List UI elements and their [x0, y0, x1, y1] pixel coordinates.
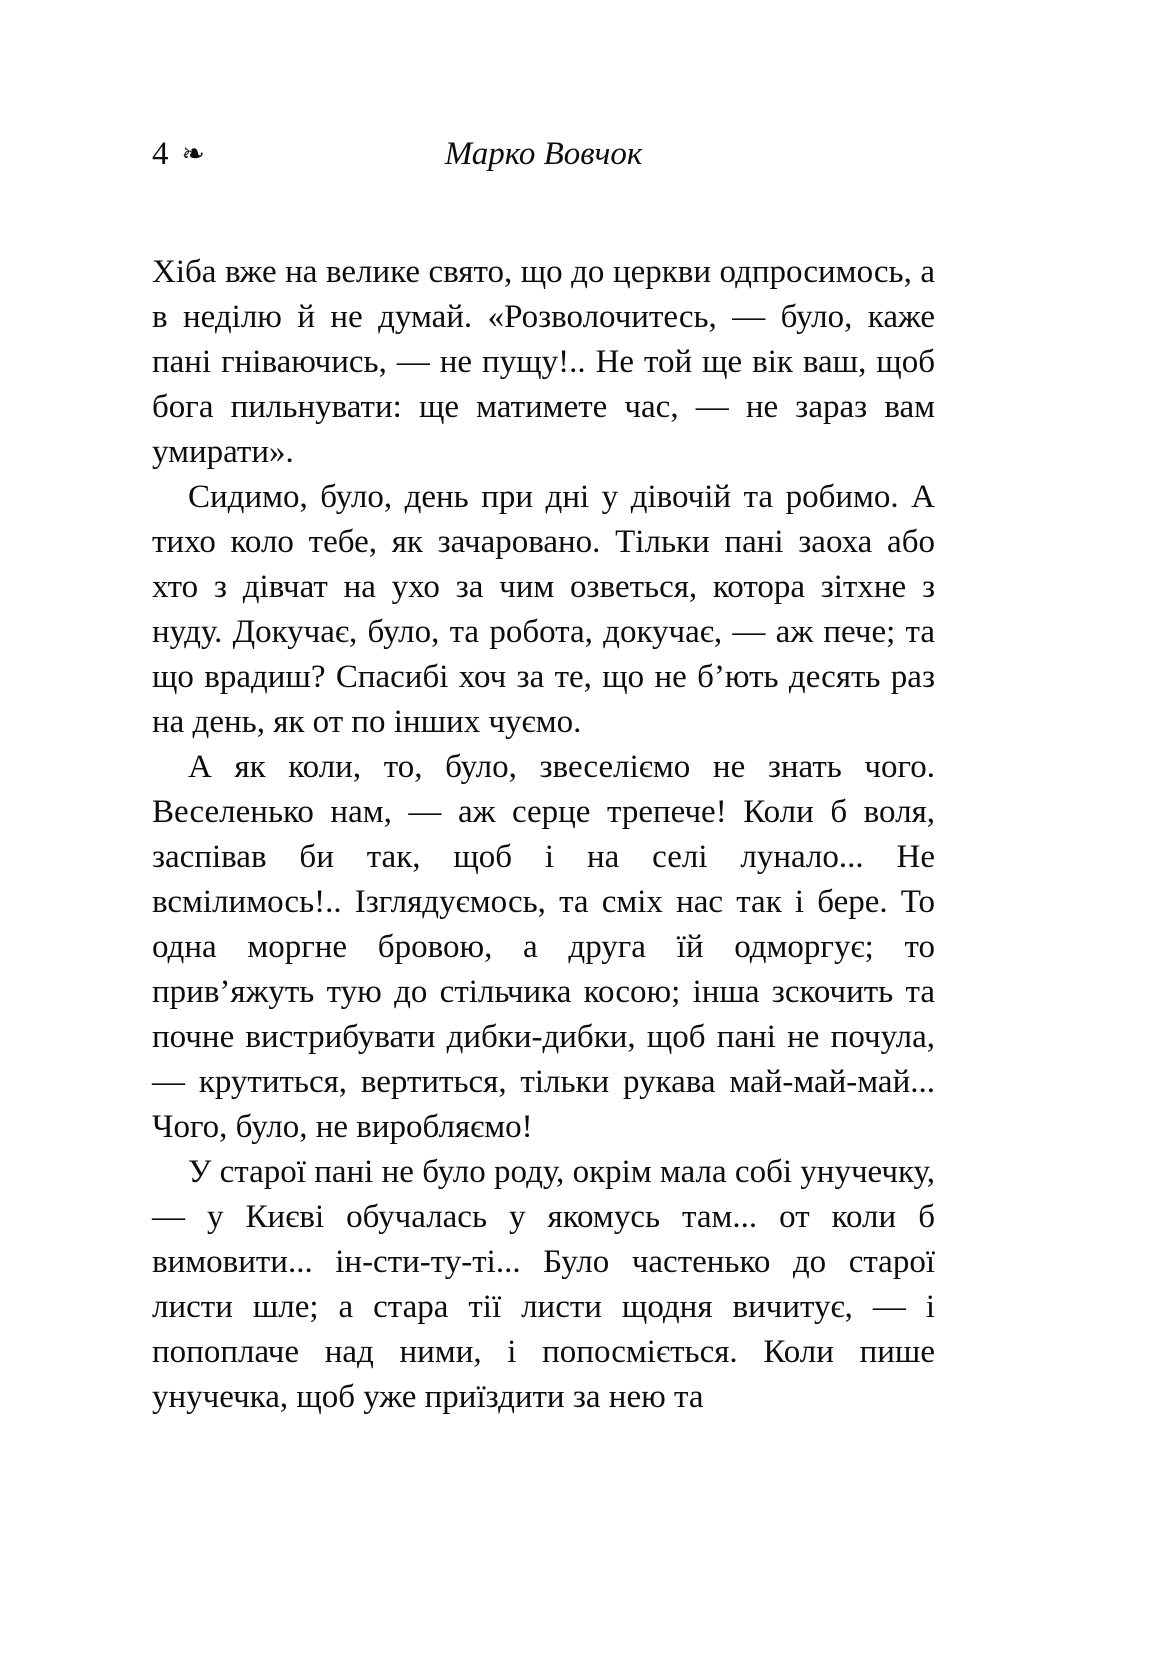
- text-block: [152, 250, 935, 1420]
- paragraph: У старої пані не було роду, окрім мала собі унучечку, — у Києві обучалась у якомусь там... от коли б вимовити... ін-сти-ту-ті... Було частенько до старої листи шле; а стара тії листи щодня вичитує, — і попоплаче над ними, і попосміється. Коли пише унучечка, щоб уже приїздити за нею та: [152, 1154, 935, 1415]
- page-number: 4: [152, 136, 170, 172]
- page-header: [152, 134, 935, 178]
- paragraph: А як коли, то, було, звеселіємо не знать чого. Веселенько нам, — аж серце трепече! Коли б воля, заспівав би так, щоб і на селі лунало... Не всмілимось!.. Ізглядуємось, та сміх нас так і бере. То одна моргне бровою, а друга їй одморгує; то прив’яжуть тую до стільчика косою; інша зскочить та почне вистрибувати дибки-дибки, щоб пані не почула, — крутиться, вертиться, тільки рукава май-май-май... Чого, було, не виробляємо!: [152, 749, 935, 1145]
- paragraph: Сидимо, було, день при дні у дівочій та робимо. А тихо коло тебе, як зачаровано. Тільки пані заоха або хто з дівчат на ухо за чим озветься, котора зітхне з нуду. Докучає, було, та робота, докучає, — аж пече; та що врадиш? Спасибі хоч за те, що не б’ють десять раз на день, як от по інших чуємо.: [152, 479, 935, 740]
- paragraph: Хіба вже на велике свято, що до церкви одпросимось, а в неділю й не думай. «Розволочитесь, — було, каже пані гніваючись, — не пущу!.. Не той ще вік ваш, щоб бога пильнувати: ще матимете час, — не зараз вам умирати».: [152, 254, 935, 470]
- running-title: Марко Вовчок: [444, 136, 643, 172]
- fleuron-icon: ❧: [181, 139, 205, 170]
